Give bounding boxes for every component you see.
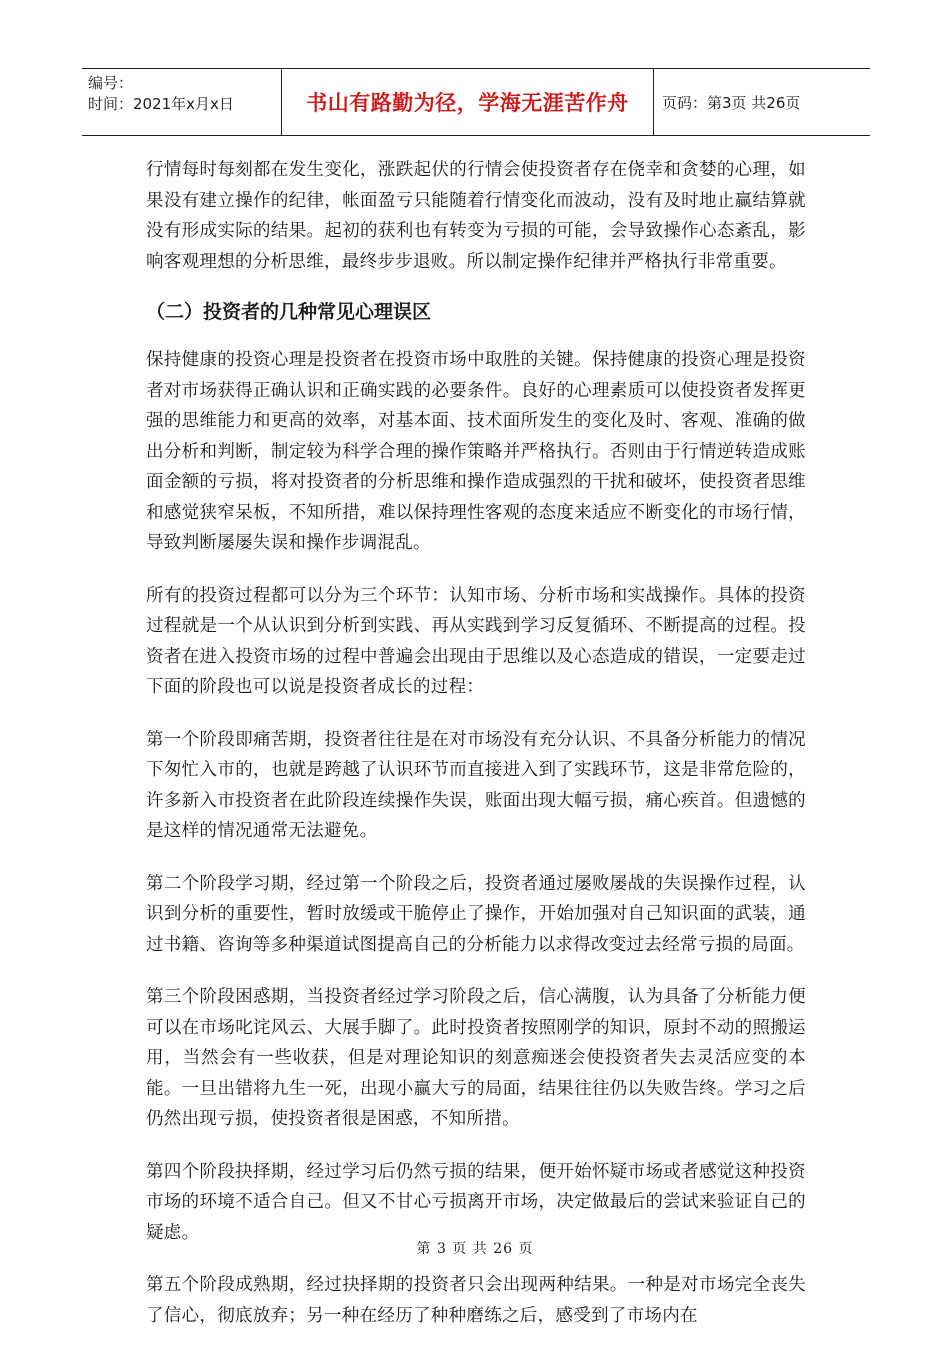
body-paragraph: 第五个阶段成熟期，经过抉择期的投资者只会出现两种结果。一种是对市场完全丧失了信心，彻底放弃；另一种在经历了种种磨练之后，感受到了市场内在 — [146, 1275, 806, 1326]
body-paragraph: 第二个阶段学习期，经过第一个阶段之后，投资者通过屡败屡战的失误操作过程，认识到分析的重要性，暂时放缓或干脆停止了操作，开始加强对自己知识面的武装，通过书籍、咨询等多种渠道试图提高自己的分析能力以求得改变过去经常亏损的局面。 — [146, 873, 806, 955]
document-date-label: 时间：2021年x月x日 — [88, 95, 234, 113]
document-number-label: 编号： — [88, 74, 134, 92]
header-motto: 书山有路勤为径，学海无涯苦作舟 — [306, 91, 629, 115]
header-page-number: 页码：第3页 共26页 — [662, 93, 801, 112]
page-footer: 第 3 页 共 26 页 — [416, 1241, 534, 1257]
body-paragraph: 第一个阶段即痛苦期，投资者往往是在对市场没有充分认识、不具备分析能力的情况下匆忙入市的，也就是跨越了认识环节而直接进入到了实践环节，这是非常危险的，许多新入市投资者在此阶段连续操作失误，账面出现大幅亏损，痛心疾首。但遗憾的是这样的情况通常无法避免。 — [146, 729, 806, 841]
header-page-cell — [654, 69, 870, 135]
section-heading: （二）投资者的几种常见心理误区 — [146, 301, 432, 323]
body-paragraph: 行情每时每刻都在发生变化，涨跌起伏的行情会使投资者存在侥幸和贪婪的心理，如果没有建立操作的纪律，帐面盈亏只能随着行情变化而波动，没有及时地止赢结算就没有形成实际的结果。起初的获利也有转变为亏损的可能，会导致操作心态紊乱，影响客观理想的分析思维，最终步步退败。所以制定操作纪律并严格执行非常重要。 — [146, 160, 806, 272]
header-motto-cell — [282, 69, 654, 135]
header-meta-cell — [82, 69, 282, 135]
body-paragraph: 第四个阶段抉择期，经过学习后仍然亏损的结果，便开始怀疑市场或者感觉这种投资市场的环境不适合自己。但又不甘心亏损离开市场，决定做最后的尝试来验证自己的疑虑。 — [146, 1161, 806, 1243]
body-paragraph: 保持健康的投资心理是投资者在投资市场中取胜的关键。保持健康的投资心理是投资者对市场获得正确认识和正确实践的必要条件。良好的心理素质可以使投资者发挥更强的思维能力和更高的效率，对基本面、技术面所发生的变化及时、客观、准确的做出分析和判断，制定较为科学合理的操作策略并严格执行。否则由于行情逆转造成账面金额的亏损，将对投资者的分析思维和操作造成强烈的干扰和破坏，使投资者思维和感觉狭窄呆板，不知所措，难以保持理性客观的态度来适应不断变化的市场行情，导致判断屡屡失误和操作步调混乱。 — [146, 350, 806, 553]
body-paragraph: 第三个阶段困惑期，当投资者经过学习阶段之后，信心满腹，认为具备了分析能力便可以在市场叱诧风云、大展手脚了。此时投资者按照刚学的知识，原封不动的照搬运用，当然会有一些收获，但是对理论知识的刻意痴迷会使投资者失去灵活应变的本能。一旦出错将九生一死，出现小赢大亏的局面，结果往往仍以失败告终。学习之后仍然出现亏损，使投资者很是困惑，不知所措。 — [146, 987, 806, 1129]
body-paragraph: 所有的投资过程都可以分为三个环节：认知市场、分析市场和实战操作。具体的投资过程就是一个从认识到分析到实践、再从实践到学习反复循环、不断提高的过程。投资者在进入投资市场的过程中普遍会出现由于思维以及心态造成的错误，一定要走过下面的阶段也可以说是投资者成长的过程： — [146, 585, 806, 697]
document-body — [146, 155, 806, 1353]
document-header — [82, 68, 870, 136]
